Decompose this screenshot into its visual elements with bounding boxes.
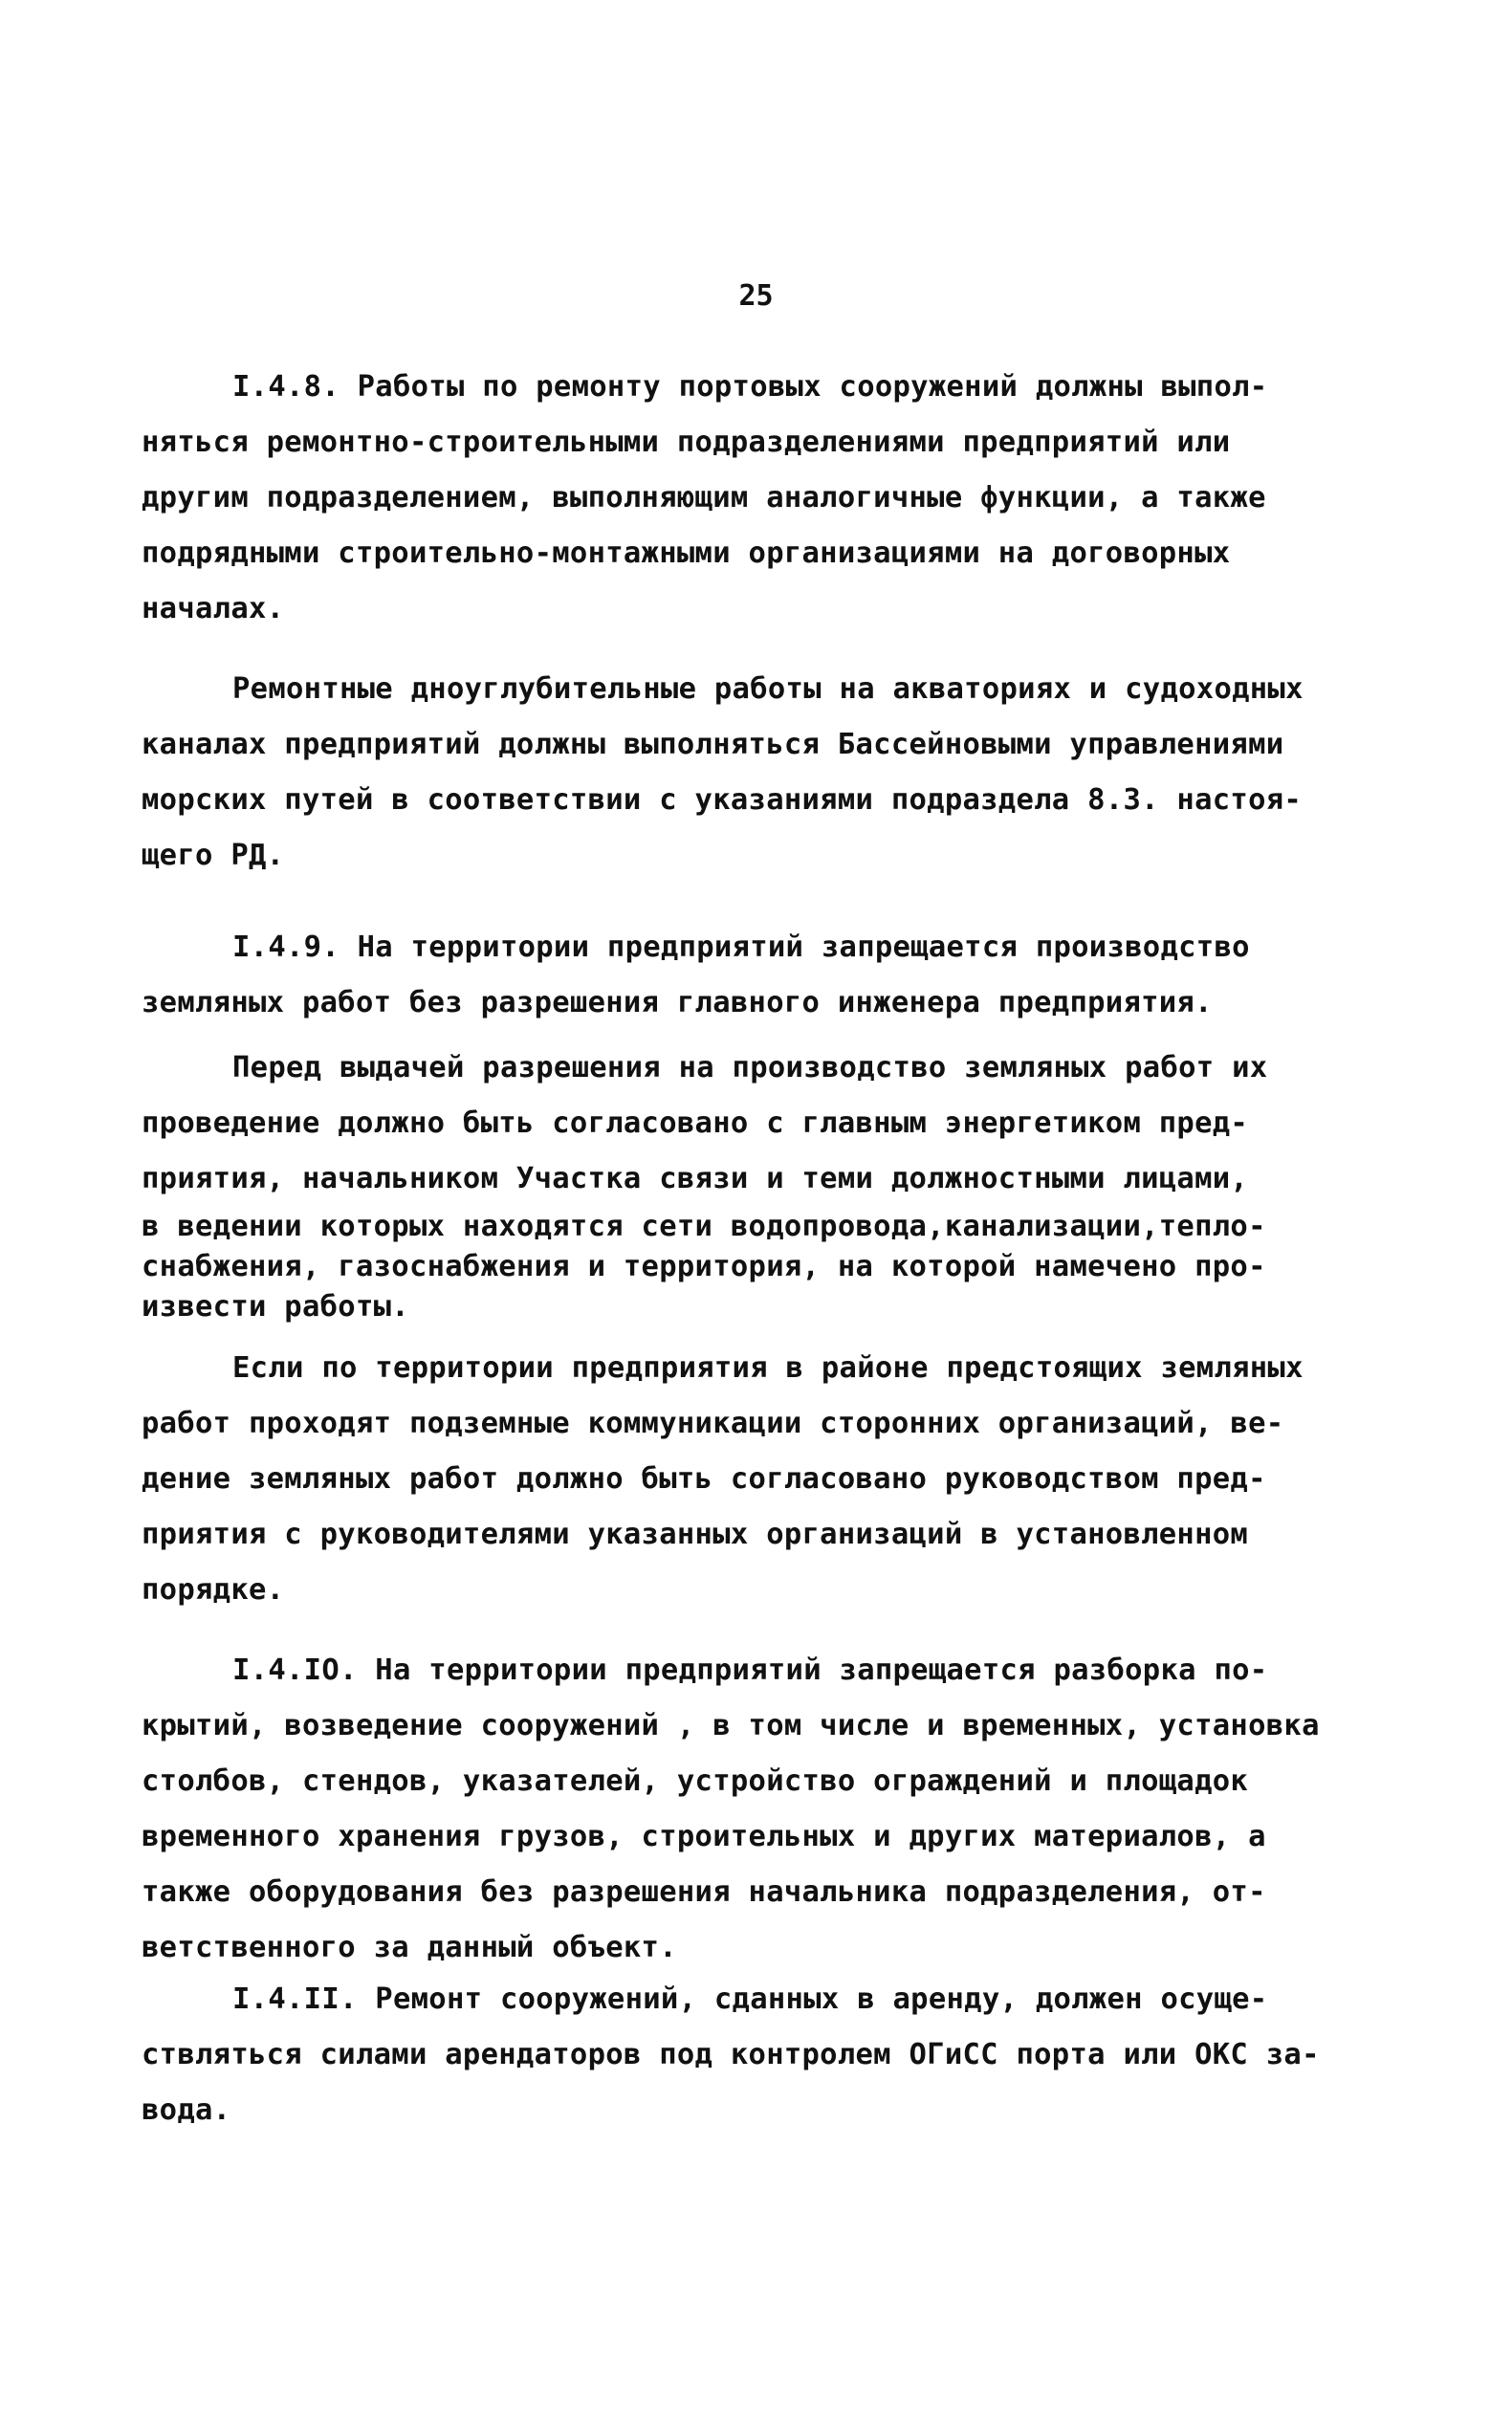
text-line: няться ремонтно-строительными подразделениями предприятий или (142, 426, 1231, 459)
paragraph-dredging (142, 662, 1366, 884)
page-number: 25 (738, 279, 774, 313)
text-line: дение земляных работ должно быть согласовано руководством пред- (142, 1462, 1266, 1496)
paragraph-permit-continued (142, 1207, 1366, 1327)
text-line: морских путей в соответствии с указаниями подраздела 8.3. настоя- (142, 783, 1303, 817)
text-line: снабжения, газоснабжения и территория, на которой намечено про- (142, 1250, 1266, 1283)
paragraph-utilities (142, 1341, 1366, 1618)
text-line: щего РД. (142, 839, 285, 872)
text-line: вода. (142, 2093, 231, 2127)
text-line: порядке. (142, 1573, 285, 1607)
text-line: приятия с руководителями указанных организаций в установленном (142, 1518, 1249, 1551)
text-line: проведение должно быть согласовано с главным энергетиком пред- (142, 1106, 1249, 1140)
text-line: I.4.II. Ремонт сооружений, сданных в аренду, должен осуще- (232, 1982, 1268, 2016)
text-line: работ проходят подземные коммуникации сторонних организаций, ве- (142, 1407, 1284, 1440)
text-line: также оборудования без разрешения начальника подразделения, от- (142, 1875, 1266, 1909)
paragraph-1-4-11 (142, 1972, 1366, 2138)
text-line: каналах предприятий должны выполняться Бассейновыми управлениями (142, 728, 1284, 761)
text-line: столбов, стендов, указателей, устройство ограждений и площадок (142, 1764, 1249, 1798)
text-line: Ремонтные дноуглубительные работы на акваториях и судоходных (232, 672, 1304, 706)
paragraph-1-4-9 (142, 920, 1366, 1031)
text-line: I.4.IO. На территории предприятий запрещается разборка по- (232, 1654, 1268, 1687)
text-line: временного хранения грузов, строительных и других материалов, а (142, 1820, 1266, 1853)
text-line: земляных работ без разрешения главного инженера предприятия. (142, 986, 1213, 1019)
text-line: крытий, возведение сооружений , в том числе и временных, установка (142, 1709, 1320, 1742)
text-line: ветственного за данный объект. (142, 1931, 677, 1964)
text-line: Перед выдачей разрешения на производство земляных работ их (232, 1051, 1268, 1084)
text-line: началах. (142, 592, 285, 625)
text-line: подрядными строительно-монтажными организациями на договорных (142, 537, 1231, 570)
text-line: I.4.9. На территории предприятий запрещается производство (232, 931, 1250, 964)
paragraph-permit (142, 1040, 1366, 1207)
text-line: в ведении которых находятся сети водопровода,канализации,тепло- (142, 1210, 1266, 1243)
text-line: ствляться силами арендаторов под контролем ОГиСС порта или ОКС за- (142, 2038, 1320, 2071)
text-line: извести работы. (142, 1290, 409, 1324)
text-line: другим подразделением, выполняющим аналогичные функции, а также (142, 481, 1266, 515)
paragraph-1-4-8 (142, 360, 1366, 637)
text-line: приятия, начальником Участка связи и теми должностными лицами, (142, 1162, 1249, 1195)
paragraph-1-4-10 (142, 1643, 1366, 1976)
text-line: I.4.8. Работы по ремонту портовых сооружений должны выпол- (232, 370, 1268, 404)
text-line: Если по территории предприятия в районе предстоящих земляных (232, 1351, 1304, 1385)
